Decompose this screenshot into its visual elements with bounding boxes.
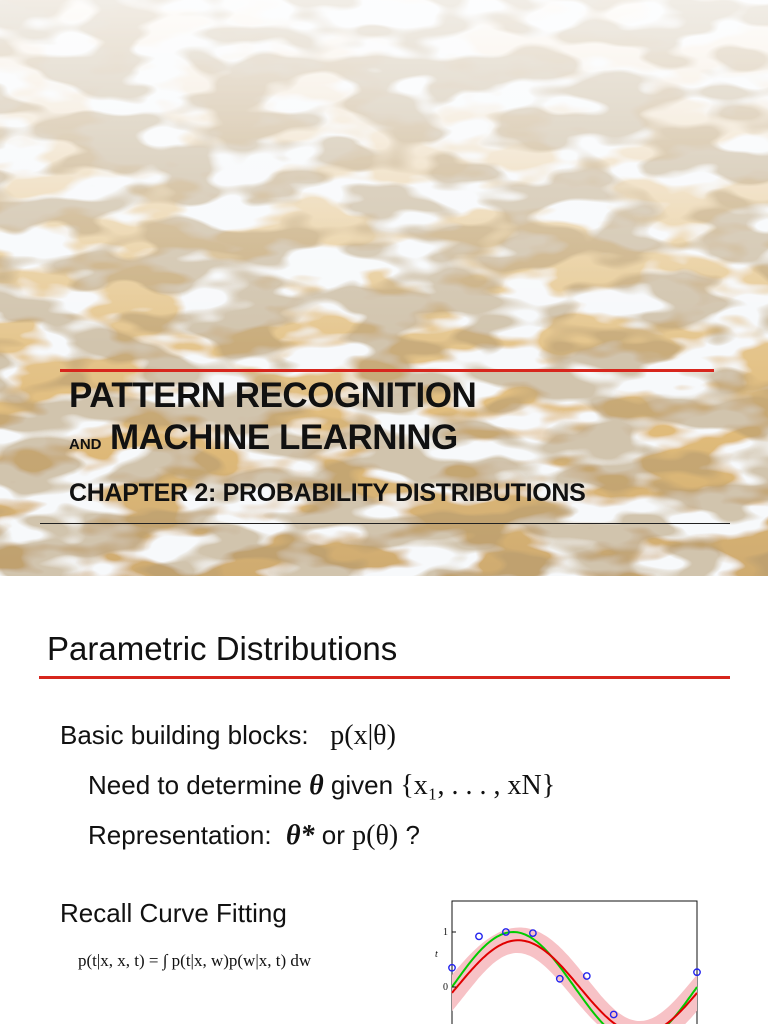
title-line-1: PATTERN RECOGNITION <box>69 376 477 415</box>
title-machine-learning: MACHINE LEARNING <box>109 418 458 457</box>
basic-blocks-formula: p(x|θ) <box>330 720 396 751</box>
representation-text: Representation: <box>88 820 272 850</box>
content-slide <box>0 576 768 1024</box>
given-text: given <box>330 770 394 800</box>
determine-theta-line <box>88 770 555 802</box>
y-axis-label: t <box>435 949 438 960</box>
recall-curve-fitting: Recall Curve Fitting <box>60 898 287 928</box>
chapter-subtitle: CHAPTER 2: PROBABILITY DISTRIBUTIONS <box>69 479 586 507</box>
representation-line <box>88 820 420 852</box>
basic-blocks-text: Basic building blocks: <box>60 720 309 750</box>
data-set-formula: {x₁, . . . , xN} <box>400 770 556 801</box>
basic-building-blocks-line <box>60 720 396 752</box>
question-mark: ? <box>405 820 420 850</box>
or-text: or <box>321 820 345 850</box>
slide-heading: Parametric Distributions <box>47 630 398 667</box>
title-black-rule <box>40 523 730 524</box>
title-red-rule <box>60 369 714 372</box>
p-theta-formula: p(θ) <box>352 820 399 851</box>
ytick-label-0: 0 <box>443 982 448 993</box>
predictive-distribution-equation: p(t|x, x, t) = ∫ p(t|x, w)p(w|x, t) dw <box>78 951 312 970</box>
title-and: AND <box>69 436 102 453</box>
theta-star: θ* <box>286 820 315 851</box>
theta-symbol: θ <box>309 770 324 801</box>
heading-red-rule <box>39 676 730 679</box>
determine-text: Need to determine <box>88 770 302 800</box>
title-line-2 <box>69 418 458 458</box>
curve-fitting-plot <box>430 898 720 1024</box>
ytick-label-1: 1 <box>443 927 448 938</box>
